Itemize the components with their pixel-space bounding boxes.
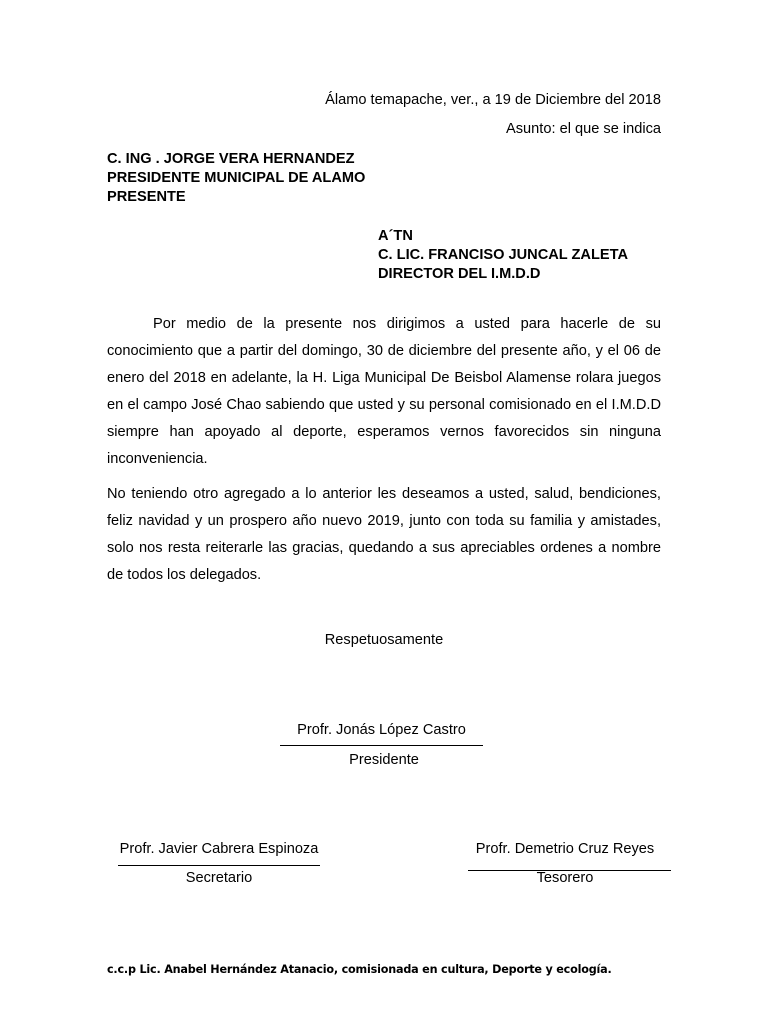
attention-name: C. LIC. FRANCISO JUNCAL ZALETA [378,247,628,263]
subject-line: Asunto: el que se indica [506,121,661,137]
treasurer-role: Tesorero [536,870,594,886]
secretary-signature-line [118,865,320,866]
recipient-title: PRESIDENTE MUNICIPAL DE ALAMO [107,170,366,186]
place-date: Álamo temapache, ver., a 19 de Diciembre del 2018 [325,92,661,108]
closing-text: Respetuosamente [324,632,444,648]
attention-title: DIRECTOR DEL I.M.D.D [378,266,541,282]
recipient-presente: PRESENTE [107,189,186,205]
cc-note: c.c.p Lic. Anabel Hernández Atanacio, comisionada en cultura, Deporte y ecología. [107,963,612,976]
treasurer-name: Profr. Demetrio Cruz Reyes [475,841,655,857]
president-role: Presidente [349,752,419,768]
body-paragraph-2: No teniendo otro agregado a lo anterior les deseamos a usted, salud, bendiciones, feliz navidad y un prospero año nuevo 2019, junto con toda su familia y amistades, solo nos resta reiterarle las gracias, quedando a sus apreciables ordenes a nombre de todos los delegados. [107,486,661,583]
secretary-role: Secretario [185,870,253,886]
secretary-name: Profr. Javier Cabrera Espinoza [119,841,319,857]
president-signature-line [280,745,483,746]
attention-label: A´TN [378,228,413,244]
body-paragraph-1: Por medio de la presente nos dirigimos a usted para hacerle de su conocimiento que a partir del domingo, 30 de diciembre del presente año, y el 06 de enero del 2018 en adelante, la H. Liga Municipal De Beisbol Alamense rolara juegos en el campo José Chao sabiendo que usted y su personal comisionado en el I.M.D.D siempre han apoyado al deporte, esperamos vernos favorecidos sin ninguna inconveniencia. [107,316,661,467]
recipient-name: C. ING . JORGE VERA HERNANDEZ [107,151,355,167]
president-name: Profr. Jonás López Castro [297,722,466,738]
